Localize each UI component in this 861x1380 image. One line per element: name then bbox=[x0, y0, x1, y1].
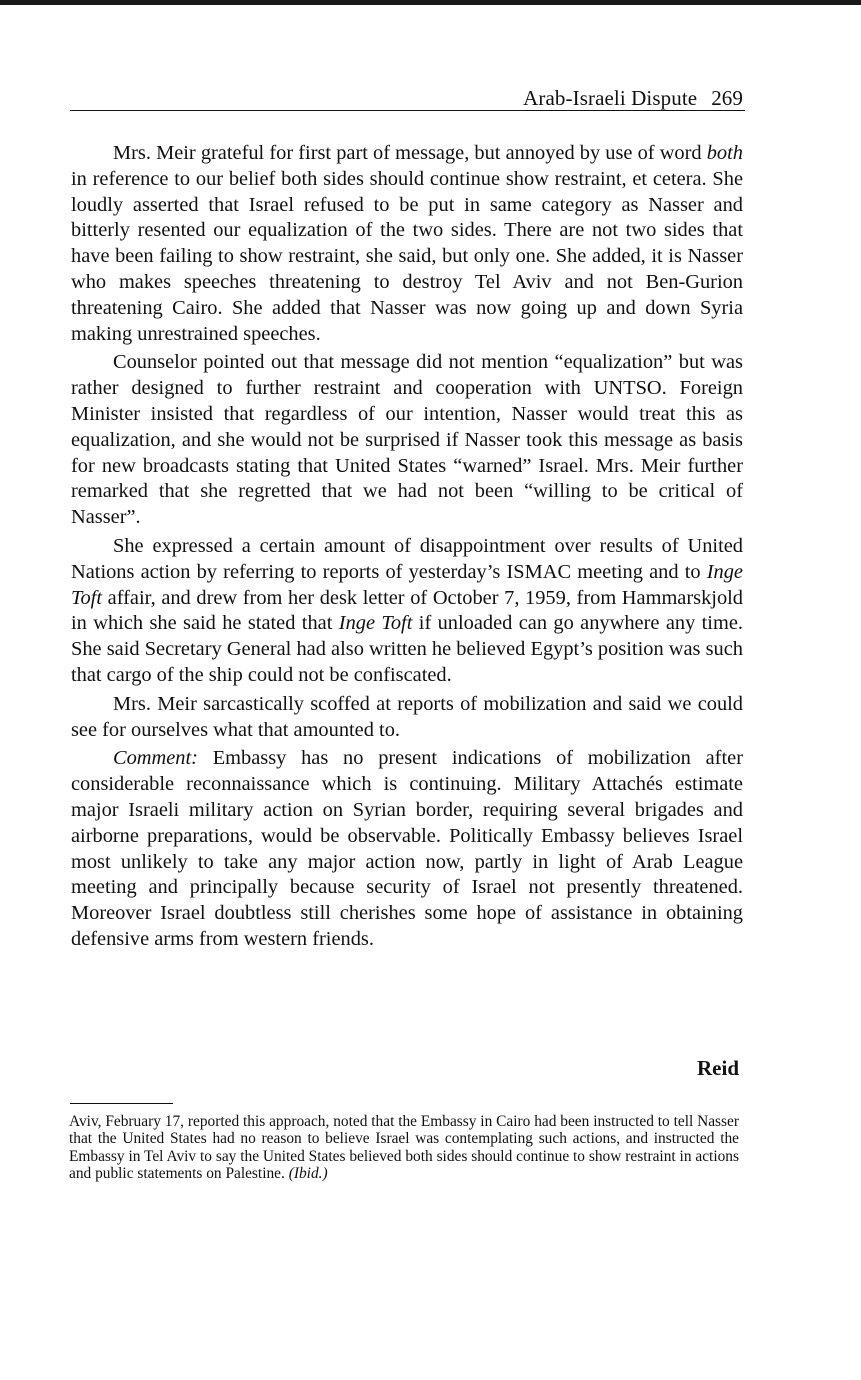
paragraph-1-text-b: in reference to our belief both sides should continue show restraint, et cetera. She loudly asserted that Israel refused to be put in same category as Nasser and bitterly resented our equalization of the two sides. There are not two sides that have been failing to show restraint, she said, but only one. She added, it is Nasser who makes speeches threatening to destroy Tel Aviv and not Ben-Gurion threatening Cairo. She added that Nasser was now going up and down Syria making unrestrained speeches. bbox=[71, 167, 743, 345]
header-rule bbox=[70, 110, 745, 111]
paragraph-3 bbox=[71, 534, 743, 689]
signature: Reid bbox=[697, 1056, 739, 1080]
paragraph-5-text: Embassy has no present indications of mobilization after considerable reconnaissance which is continuing. Military Attachés estimate major Israeli military action on Syrian border, requiring several brigades and airborne preparations, would be observable. Politically Embassy believes Israel most unlikely to take any major action now, partly in light of Arab League meeting and principally because security of Israel not presently threatened. Moreover Israel doubtless still cherishes some hope of assistance in obtaining defensive arms from western friends. bbox=[71, 747, 743, 950]
ship-name-1: Inge Toft bbox=[71, 560, 743, 609]
running-header bbox=[70, 84, 743, 112]
comment-label: Comment: bbox=[113, 747, 198, 770]
ship-name-2: Inge Toft bbox=[338, 612, 413, 635]
scan-top-edge bbox=[0, 0, 861, 5]
document-body bbox=[71, 141, 743, 956]
footnote bbox=[69, 1113, 739, 1183]
running-title: Arab-Israeli Dispute bbox=[523, 86, 698, 110]
paragraph-1-text-a: Mrs. Meir grateful for first part of message, but annoyed by use of word bbox=[113, 142, 702, 164]
paragraph-1 bbox=[71, 141, 743, 347]
footnote-text: Aviv, February 17, reported this approach, noted that the Embassy in Cairo had been instructed to tell Nasser that the United States had no reason to believe Israel was contemplating such actions, and instructed the Embassy in Tel Aviv to say the United States believed both sides should continue to show restraint in actions and public statements on Palestine. bbox=[69, 1113, 739, 1183]
paragraph-2: Counselor pointed out that message did not mention “equalization” but was rather designed to further restraint and cooperation with UNTSO. Foreign Minister insisted that regardless of our intention, Nasser would treat this as equalization, and she would not be surprised if Nasser took this message as basis for new broadcasts stating that United States “warned” Israel. Mrs. Meir further remarked that she regretted that we had not been “willing to be critical of Nasser”. bbox=[71, 351, 743, 529]
paragraph-3-text-a: She expressed a certain amount of disappointment over results of United Nations action by referring to reports of yesterday’s ISMAC meeting and to bbox=[71, 534, 743, 583]
footnote-rule bbox=[70, 1103, 173, 1104]
paragraph-5 bbox=[71, 746, 743, 952]
footnote-citation: (Ibid.) bbox=[288, 1165, 328, 1183]
paragraph-3-text-c: if unloaded can go anywhere any time. She said Secretary General had also written he believed Egypt’s position was such that cargo of the ship could not be confiscated. bbox=[71, 612, 743, 686]
paragraph-4: Mrs. Meir sarcastically scoffed at reports of mobilization and said we could see for ourselves what that amounted to. bbox=[71, 692, 743, 741]
paragraph-3-text-b: affair, and drew from her desk letter of October 7, 1959, from Hammarskjold in which she said he stated that bbox=[71, 586, 743, 635]
emphasis-both: both bbox=[706, 142, 743, 164]
page-number: 269 bbox=[711, 86, 743, 110]
